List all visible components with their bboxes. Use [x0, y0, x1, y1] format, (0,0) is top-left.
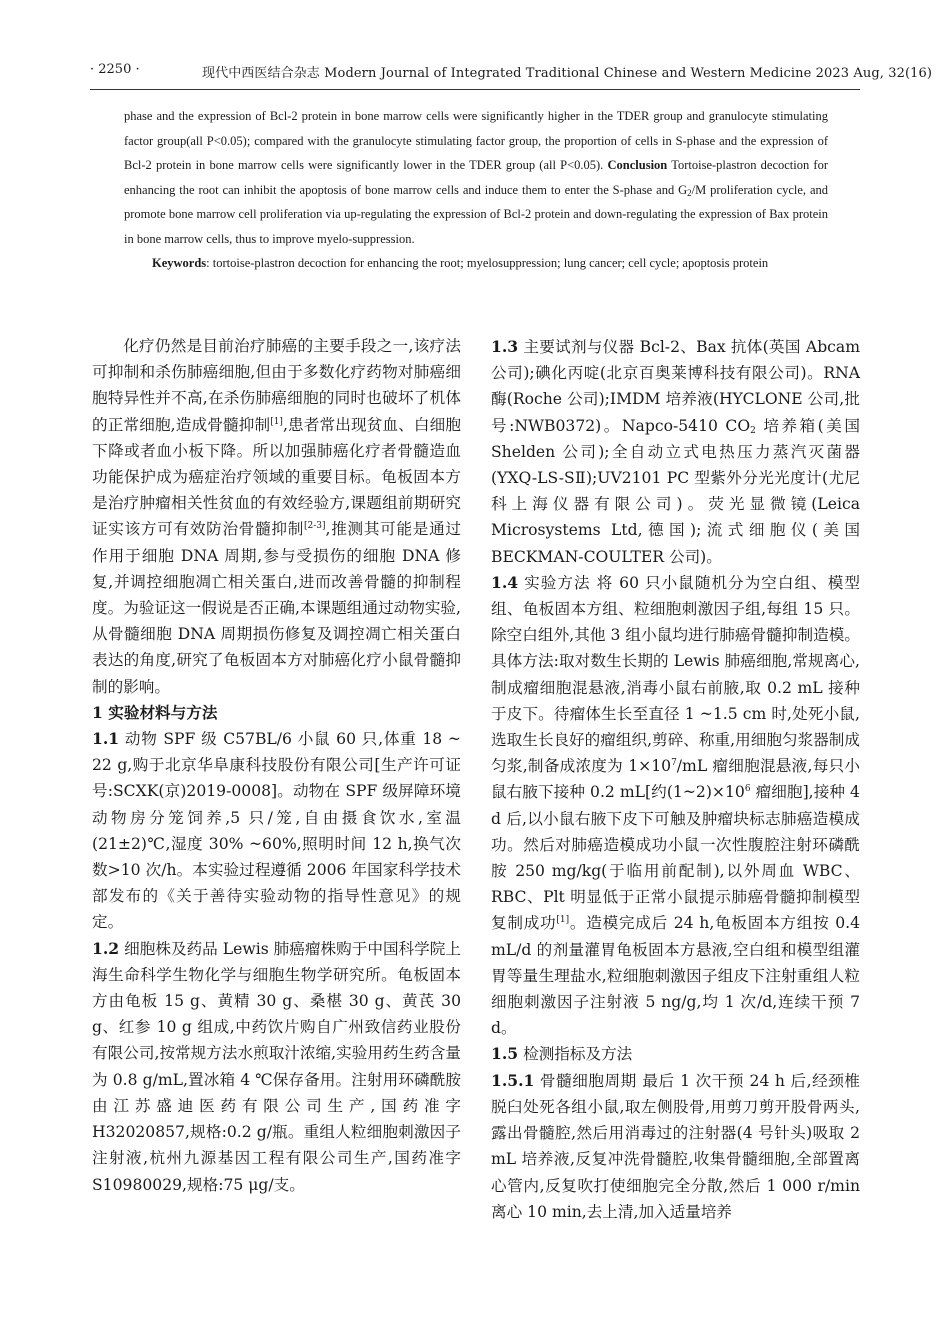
running-header	[90, 62, 933, 86]
subsection-text-d: 。造模完成后 24 h,龟板固本方组按 0.4 mL/d 的剂量灌胃龟板固本方悬液,空白组和模型组灌胃等量生理盐水,粒细胞刺激因子组皮下注射重组人粒细胞刺激因子注射液 5 ng/g,均 1 次/d,连续干预 7 d。	[491, 914, 860, 1038]
abstract-block	[124, 104, 828, 276]
abstract-results-text: phase and the expression of Bcl-2 protein in bone marrow cells were significantly higher in the TDER group and granulocyte stimulating factor group(all P<0.05); compared with the granulocyte stimulating factor group, the proportion of cells in S-phase and the expression of Bcl-2 protein in bone marrow cells were significantly lower in the TDER group (all P<0.05).	[124, 109, 828, 172]
left-column	[92, 333, 461, 1198]
citation-ref: [2-3]	[304, 521, 326, 532]
subsection-title: 细胞株及药品	[119, 939, 218, 958]
citation-ref: [1]	[556, 915, 570, 926]
subsection-number: 1.5	[491, 1044, 519, 1064]
subsection-number: 1.2	[92, 938, 120, 958]
conclusion-subscript: 2	[687, 187, 692, 198]
subsection-number: 1.4	[491, 572, 519, 592]
intro-paragraph	[92, 333, 461, 700]
subsection-text-c: 瘤细胞],接种 4 d 后,以小鼠右腋下皮下可触及肿瘤块标志肺癌造模成功。然后对肺癌造模成功小鼠一次性腹腔注射环磷酰胺 250 mg/kg(于临用前配制),以外周血 WBC、RBC、Plt 明显低于正常小鼠提示肺癌骨髓抑制模型复制成功	[491, 783, 860, 933]
header-rule	[90, 89, 860, 90]
subsection-text-b: /mL 瘤细胞混悬液,每只小鼠右腋下接种 0.2 mL[约(1~2)×10	[491, 757, 861, 802]
subsection-text-b: 培养箱(美国 Shelden 公司);全自动立式电热压力蒸汽灭菌器(YXQ-LS-SⅡ);UV2101 PC 型紫外分光光度计(尤尼科上海仪器有限公司)。荧光显微镜(Leica Microsystems Ltd,德国);流式细胞仪(美国 BECKMAN-COULTER 公司)。	[491, 416, 860, 566]
subsection-title: 骨髓细胞周期	[534, 1071, 637, 1090]
conclusion-text-a: Tortoise-plastron decoction for enhancing the root can inhibit the apoptosis of bone marrow cells and induce them to enter the S-phase and G	[124, 158, 829, 197]
co2-subscript: 2	[750, 425, 756, 436]
abstract-paragraph	[124, 104, 828, 251]
subsection-1-5-1	[491, 1068, 860, 1225]
conclusion-label: Conclusion	[607, 158, 668, 172]
section-heading-1: 1 实验材料与方法	[92, 702, 218, 722]
subsection-title: 主要试剂与仪器	[518, 338, 635, 356]
subsection-title: 实验方法	[518, 573, 591, 592]
intro-text-c: ,推测其可能是通过作用于细胞 DNA 周期,参与受损伤的细胞 DNA 修复,并调控细胞凋亡相关蛋白,进而改善骨髓的抑制程度。为验证这一假说是否正确,本课题组通过动物实验,从骨髓细胞 DNA 周期损伤修复及调控凋亡相关蛋白表达的角度,研究了龟板固本方对肺癌化疗小鼠骨髓抑制的影响。	[92, 520, 461, 696]
keywords-paragraph	[124, 251, 828, 276]
citation-ref: [1]	[270, 416, 283, 427]
subsection-number: 1.1	[92, 729, 120, 749]
subsection-title: 动物	[119, 730, 158, 749]
subsection-1-4	[491, 570, 860, 1042]
keywords-label: Keywords	[152, 256, 207, 270]
subsection-number: 1.5.1	[491, 1070, 535, 1090]
intro-text-a: 化疗仍然是目前治疗肺癌的主要手段之一,该疗法可抑制和杀伤肺癌细胞,但由于多数化疗药物对肺癌细胞特异性并不高,在杀伤肺癌细胞的同时也破坏了机体的正常细胞,造成骨髓抑制	[92, 337, 461, 434]
subsection-1-1	[92, 726, 461, 936]
journal-title: 现代中西医结合杂志 Modern Journal of Integrated Traditional Chinese and Western Medicine 2023 Aug, 32(16)	[202, 66, 933, 81]
subsection-text: Lewis 肺癌瘤株购于中国科学院上海生命科学生物化学与细胞生物学研究所。龟板固本方由龟板 15 g、黄精 30 g、桑椹 30 g、黄芪 30 g、红参 10 g 组成,中药饮片购自广州致信药业股份有限公司,按常规方法水煎取汁浓缩,实验用药生药含量为 0.8 g/mL,置冰箱 4 ℃保存备用。注射用环磷酰胺由江苏盛迪医药有限公司生产,国药准字 H32020857,规格:0.2 g/瓶。重组人粒细胞刺激因子注射液,杭州九源基因工程有限公司生产,国药准字 S10980029,规格:75 μg/支。	[92, 939, 461, 1194]
subsection-text-a: Bcl-2、Bax 抗体(英国 Abcam 公司);碘化丙啶(北京百奥莱博科技有限公司)。RNA 酶(Roche 公司);IMDM 培养液(HYCLONE 公司,批号:NWB0372)。Napco-5410 CO	[491, 338, 860, 435]
subsection-number: 1.3	[491, 337, 519, 356]
subsection-text: 最后 1 次干预 24 h 后,经颈椎脱臼处死各组小鼠,取左侧股骨,用剪刀剪开股骨两头,露出骨髓腔,然后用消毒过的注射器(4 号针头)吸取 2 mL 培养液,反复冲洗骨髓腔,收集骨髓细胞,全部置离心管内,反复吹打使细胞完全分散,然后 1 000 r/min 离心 10 min,去上清,加入适量培养	[491, 1071, 860, 1221]
keywords-text: : tortoise-plastron decoction for enhancing the root; myelosuppression; lung cancer; cell cycle; apoptosis protein	[206, 256, 769, 270]
subsection-text-a: 将 60 只小鼠随机分为空白组、模型组、龟板固本方组、粒细胞刺激因子组,每组 15 只。除空白组外,其他 3 组小鼠均进行肺癌骨髓抑制造模。具体方法:取对数生长期的 Lewis 肺癌细胞,常规离心,制成瘤细胞混悬液,消毒小鼠右前腋,取 0.2 mL 接种于皮下。待瘤体生长至直径 1 ~1.5 cm 时,处死小鼠,选取生长良好的瘤组织,剪碎、称重,用细胞匀浆器制成匀浆,制备成浓度为 1×10	[491, 573, 860, 776]
intro-text-b: ,患者常出现贫血、白细胞下降或者血小板下降。所以加强肺癌化疗者骨髓造血功能保护成为癌症治疗领域的重要目标。龟板固本方是治疗肿瘤相关性贫血的有效经验方,课题组前期研究证实该方可有效防治骨髓抑制	[92, 415, 461, 539]
page-number: · 2250 ·	[90, 62, 140, 77]
exponent: 7	[671, 758, 677, 769]
subsection-1-5	[491, 1041, 860, 1067]
exponent: 6	[744, 784, 751, 795]
subsection-1-2	[92, 936, 461, 1198]
right-column	[491, 334, 860, 1225]
conclusion-text-b: /M proliferation cycle, and promote bone marrow cell proliferation via up-regulating the expression of Bcl-2 protein and down-regulating the expression of Bax protein in bone marrow cells, thus to improve myelo-suppression.	[124, 182, 828, 246]
subsection-text: SPF 级 C57BL/6 小鼠 60 只,体重 18 ~ 22 g,购于北京华阜康科技股份有限公司[生产许可证号:SCXK(京)2019-0008]。动物在 SPF 级屏障环境动物房分笼饲养,5 只/笼,自由摄食饮水,室温(21±2)℃,湿度 30% ~60%,照明时间 12 h,换气次数>10 次/h。本实验过程遵循 2006 年国家科学技术部发布的《关于善待实验动物的指导性意见》的规定。	[92, 730, 461, 932]
subsection-1-3	[491, 334, 860, 570]
subsection-title: 检测指标及方法	[518, 1045, 633, 1064]
